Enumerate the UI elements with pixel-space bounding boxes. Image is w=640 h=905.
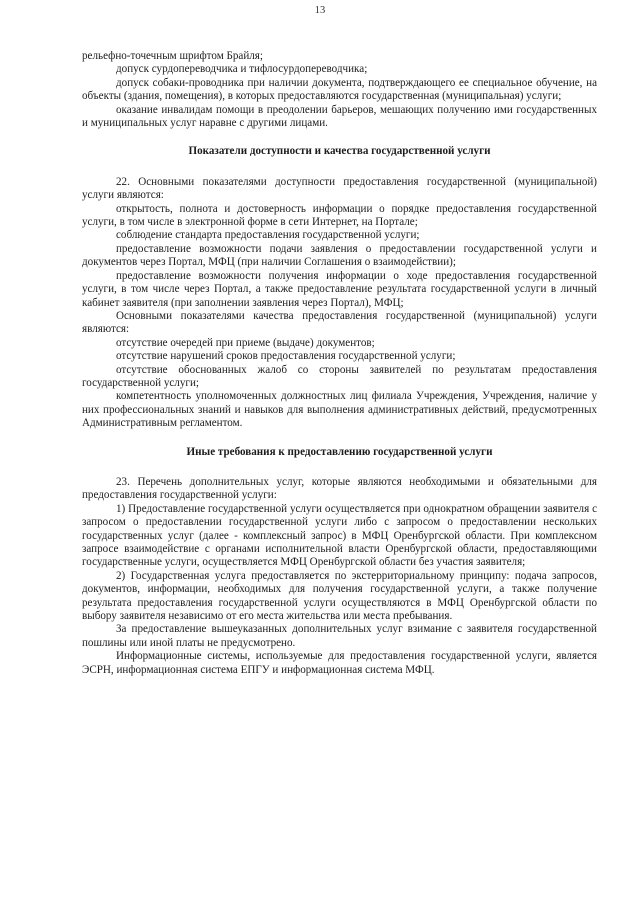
- section-heading-other-requirements: Иные требования к предоставлению государственной услуги: [186, 445, 493, 458]
- document-body: [82, 50, 597, 677]
- body-paragraph: предоставление возможности подачи заявления о предоставлении государственной услуги и документов через Портал, МФЦ (при наличии Соглашения о взаимодействии);: [82, 242, 597, 269]
- intro-paragraph: оказание инвалидам помощи в преодолении барьеров, мешающих получению ими государственных и муниципальных услуг наравне с другими лицами.: [82, 103, 597, 130]
- body-paragraph: Основными показателями качества предоставления государственной (муниципальной) услуги являются:: [82, 309, 597, 336]
- body-paragraph: отсутствие очередей при приеме (выдаче) документов;: [116, 336, 375, 349]
- section-heading-accessibility: Показатели доступности и качества государственной услуги: [188, 145, 491, 158]
- body-paragraph: 2) Государственная услуга предоставляется по экстерриториальному принципу: подача запросов, документов, информации, необходимых для получения государственной услуги, а также получение результата предоставления государственной услуги осуществляются в МФЦ Оренбургской области по выбору заявителя независимо от его места жительства или места пребывания.: [82, 569, 597, 623]
- intro-paragraph: допуск сурдопереводчика и тифлосурдопереводчика;: [116, 63, 368, 76]
- body-paragraph: отсутствие обоснованных жалоб со стороны заявителей по результатам предоставления государственной услуги;: [82, 363, 597, 389]
- body-paragraph: соблюдение стандарта предоставления государственной услуги;: [116, 229, 420, 242]
- body-paragraph: 1) Предоставление государственной услуги осуществляется при однократном обращении заявителя с запросом о предоставлении государственной услуги либо с запросом о предоставлении нескольких государственных услуг (далее - комплексный запрос) в МФЦ Оренбургской области. При комплексном запросе взаимодействие с органами исполнительной власти Оренбургской области, предоставляющими государственные услуги, осуществляется МФЦ Оренбургской области без участия заявителя;: [82, 502, 597, 569]
- body-paragraph: 22. Основными показателями доступности предоставления государственной (муниципальной) услуги являются:: [82, 175, 597, 202]
- intro-paragraph: рельефно-точечным шрифтом Брайля;: [82, 50, 263, 62]
- page-number: 13: [314, 5, 326, 16]
- body-paragraph: Информационные системы, используемые для предоставления государственной услуги, является ЭСРН, информационная система ЕПГУ и информационная система МФЦ.: [82, 650, 597, 676]
- body-paragraph: За предоставление вышеуказанных дополнительных услуг взимание с заявителя государственной пошлины или иной платы не предусмотрено.: [82, 623, 597, 649]
- body-paragraph: компетентность уполномоченных должностных лиц филиала Учреждения, Учреждения, наличие у них профессиональных знаний и навыков для выполнения административных действий, предусмотренных Административным регламентом.: [82, 390, 597, 430]
- intro-paragraph: допуск собаки-проводника при наличии документа, подтверждающего ее специальное обучение, на объекты (здания, помещения), в которых предоставляются государственная (муниципальная) услуги;: [82, 76, 597, 103]
- body-paragraph: открытость, полнота и достоверность информации о порядке предоставления государственной услуги, в том числе в электронной форме в сети Интернет, на Портале;: [82, 202, 597, 229]
- body-paragraph: отсутствие нарушений сроков предоставления государственной услуги;: [116, 350, 456, 363]
- body-paragraph: предоставление возможности получения информации о ходе предоставления государственной услуги, в том числе через Портал, а также предоставление результата государственной услуги в личный кабинет заявителя (при заполнении заявления через Портал), МФЦ;: [82, 269, 597, 309]
- body-paragraph: 23. Перечень дополнительных услуг, которые являются необходимыми и обязательными для предоставления государственной услуги:: [82, 475, 597, 502]
